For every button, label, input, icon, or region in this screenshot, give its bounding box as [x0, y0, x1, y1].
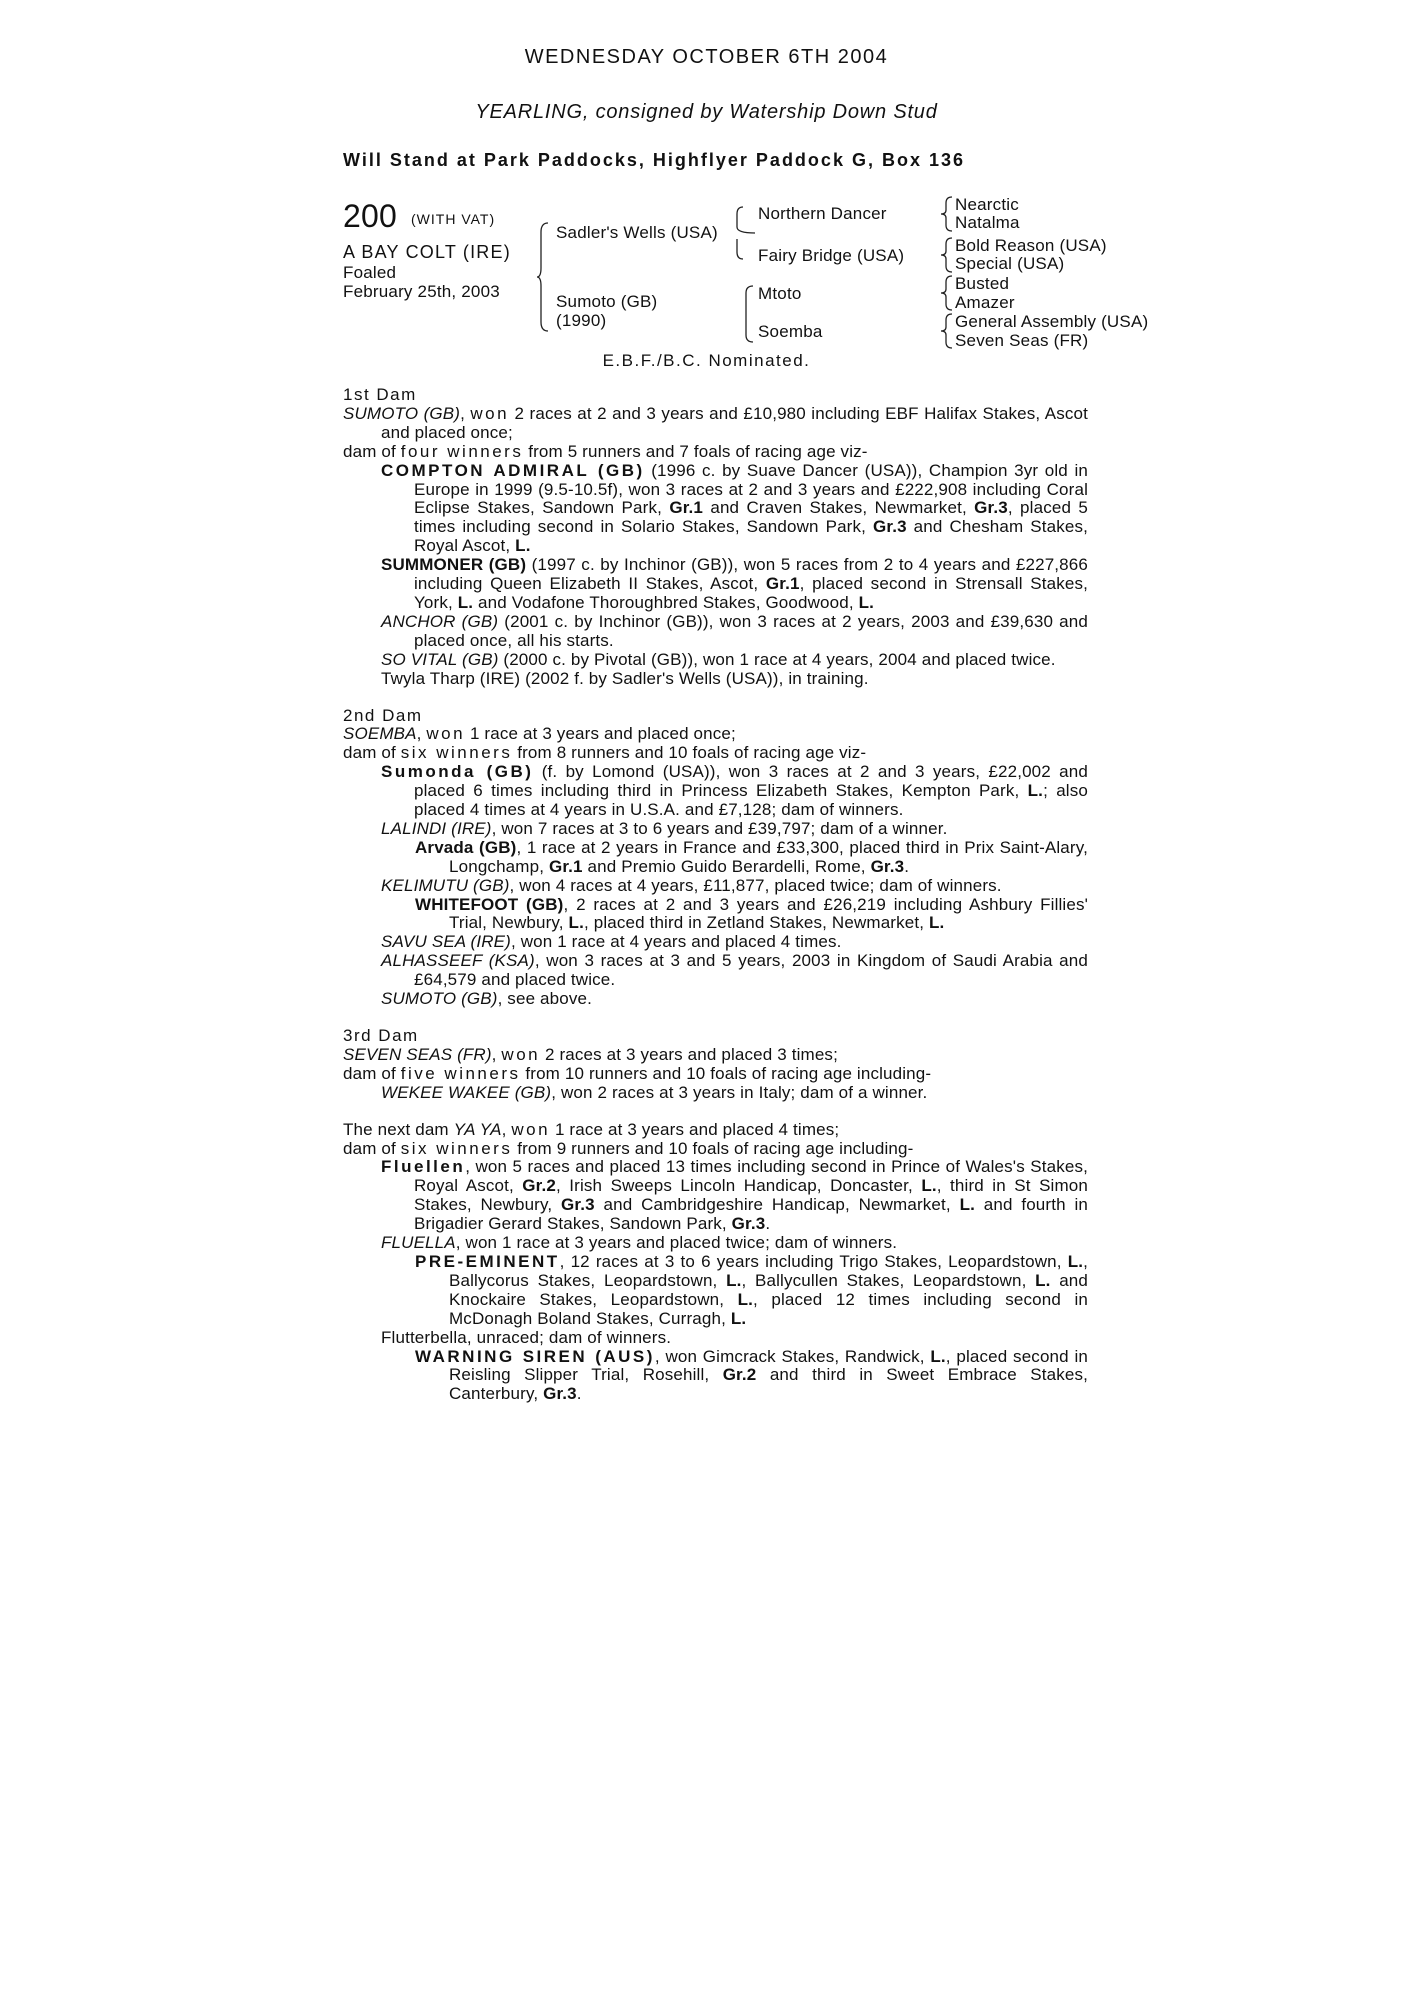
text: and Knockaire Stakes, Leopardstown,	[449, 1270, 1089, 1309]
horse-name: WEKEE WAKEE (GB)	[381, 1082, 552, 1102]
horse-name: FLUELLA	[381, 1233, 456, 1253]
text: (1997 c. by Inchinor (GB)), won 5 races from 2 to 4 years and £227,866 including Queen Elizabeth II Stakes, Ascot,	[414, 555, 1088, 594]
produce-summary	[343, 443, 1088, 462]
text: , won 1 race at 4 years and placed 4 times.	[510, 932, 842, 952]
section-heading-2nd-dam: 2nd Dam	[343, 705, 423, 725]
grade: Gr.1	[548, 856, 583, 876]
text: , placed second in Strensall Stakes, York,	[414, 574, 1089, 612]
grade: L.	[515, 536, 531, 556]
text: and Premio Guido Berardelli, Rome,	[582, 856, 871, 876]
horse-name: Arvada (GB)	[415, 837, 517, 857]
produce-entry	[343, 952, 1088, 990]
text: , placed 5 times including second in Solario Stakes, Sandown Park,	[414, 498, 1088, 537]
sale-date: WEDNESDAY OCTOBER 6TH 2004	[524, 46, 889, 68]
text: .	[904, 856, 910, 876]
pedigree-g4: Special (USA)	[955, 254, 1065, 273]
grade: L.	[928, 913, 945, 933]
winners-count: four winners	[400, 441, 524, 461]
pedigree-sire-sire: Northern Dancer	[758, 204, 887, 223]
grade: L.	[726, 1270, 742, 1290]
grade: Gr.3	[873, 517, 907, 537]
produce-entry: Twyla Tharp (IRE) (2002 f. by Sadler's Wells (USA)), in training.	[381, 668, 869, 688]
text: and Cambridgeshire Handicap, Newmarket,	[594, 1195, 960, 1215]
horse-name: YA YA	[453, 1119, 502, 1139]
consignor-line: YEARLING, consigned by Watership Down Stud	[475, 101, 938, 123]
text: , see above.	[497, 989, 592, 1009]
pedigree-sire: Sadler's Wells (USA)	[556, 223, 718, 242]
horse-name: ALHASSEEF (KSA)	[381, 951, 535, 971]
text: , won 2 races at 3 years in Italy; dam of a winner.	[551, 1082, 928, 1102]
text: dam of	[343, 441, 401, 461]
text: and Craven Stakes, Newmarket,	[703, 498, 975, 518]
text: (2000 c. by Pivotal (GB)), won 1 race at 4 years, 2004 and placed twice.	[498, 649, 1056, 669]
next-dam-record: The next dam YA YA, won 1 race at 3 years and placed 4 times;	[343, 1119, 840, 1139]
pedigree-dam: Sumoto (GB)	[556, 292, 658, 311]
pedigree-brace-g1	[940, 195, 954, 233]
text: and Vodafone Thoroughbred Stakes, Goodwood,	[473, 592, 859, 612]
winners-count: five winners	[400, 1063, 521, 1083]
grand-produce-entry	[343, 1253, 1088, 1329]
produce-entry	[343, 877, 1088, 896]
grade: Gr.3	[543, 1384, 577, 1404]
pedigree-brace-g2	[940, 236, 954, 274]
dam-record: SOEMBA, won 1 race at 3 years and placed once;	[343, 724, 736, 744]
grade: Gr.3	[561, 1195, 595, 1215]
produce-entry	[343, 933, 1088, 952]
text: and fourth in Brigadier Gerard Stakes, Sandown Park,	[414, 1195, 1089, 1234]
pedigree-dam-dam: Soemba	[758, 322, 823, 341]
text: , placed second in Reisling Slipper Trial, Rosehill,	[449, 1346, 1088, 1385]
text: from 9 runners and 10 foals of racing age including-	[512, 1138, 914, 1158]
pedigree-g7: General Assembly (USA)	[955, 312, 1149, 331]
text: dam of	[343, 743, 401, 763]
lot-number: 200	[343, 198, 397, 234]
grade: L.	[737, 1289, 754, 1309]
won-word: won	[501, 1044, 541, 1064]
horse-name: WHITEFOOT (GB)	[415, 894, 564, 914]
pedigree-g5: Busted	[955, 274, 1010, 293]
text: The next dam	[343, 1119, 454, 1139]
grade: L.	[1035, 1270, 1051, 1290]
grade: Gr.1	[765, 574, 800, 594]
horse-name: Sumonda (GB)	[381, 762, 534, 782]
won-word: won	[470, 403, 510, 423]
pedigree-g2: Natalma	[955, 213, 1020, 232]
produce-entry	[343, 820, 1088, 839]
pedigree-dam-sire: Mtoto	[758, 284, 802, 303]
dam-record: SUMOTO (GB), won 2 races at 2 and 3 years and £10,980 including EBF Halifax Stakes, Ascot and placed once;	[343, 403, 1089, 442]
pedigree-brace-main	[536, 222, 550, 332]
text: , won Gimcrack Stakes, Randwick,	[654, 1346, 931, 1366]
horse-name: ANCHOR (GB)	[381, 611, 499, 631]
text: , won 4 races at 4 years, £11,877, placed twice; dam of winners.	[509, 875, 1002, 895]
horse-name: COMPTON ADMIRAL (GB)	[381, 460, 645, 480]
horse-name: SEVEN SEAS (FR)	[343, 1044, 492, 1064]
text: , 12 races at 3 to 6 years including Trigo Stakes, Leopardstown,	[559, 1251, 1068, 1271]
text: , third in St Simon Stakes, Newbury,	[414, 1176, 1088, 1215]
text: from 5 runners and 7 foals of racing age viz-	[523, 441, 868, 461]
grade: L.	[1067, 1251, 1084, 1271]
horse-name: SOEMBA	[343, 724, 417, 744]
grade: Gr.3	[870, 856, 905, 876]
text: , won 5 races and placed 13 times including second in Prince of Wales's Stakes, Royal Ascot,	[414, 1157, 1088, 1196]
lot-description: A BAY COLT (IRE)	[343, 242, 511, 262]
grade: Gr.3	[731, 1214, 766, 1234]
text: .	[576, 1384, 582, 1404]
produce-summary	[343, 1140, 1088, 1159]
grade: L.	[858, 592, 875, 612]
grand-produce-entry	[343, 896, 1088, 934]
horse-name: Fluellen	[381, 1157, 466, 1177]
horse-name: SO VITAL (GB)	[381, 649, 499, 669]
horse-name: SUMOTO (GB)	[381, 989, 498, 1009]
text: (1996 c. by Suave Dancer (USA)), Champion 3yr old in Europe in 1999 (9.5-10.5f), won 3 races at 2 and 3 years and £222,908 including Coral Eclipse Stakes, Sandown Park,	[414, 460, 1088, 518]
grade: L.	[457, 592, 474, 612]
text: dam of	[343, 1138, 401, 1158]
text: and third in Sweet Embrace Stakes, Canterbury,	[449, 1365, 1088, 1404]
text: , 1 race at 2 years in France and £33,300, placed third in Prix Saint-Alary, Longchamp,	[449, 837, 1088, 876]
text: , won 1 race at 3 years and placed twice; dam of winners.	[455, 1233, 898, 1253]
nomination-note: E.B.F./B.C. Nominated.	[602, 351, 811, 370]
pedigree-brace-dam	[741, 284, 755, 344]
text: .	[765, 1214, 771, 1234]
text: ; also placed 4 times at 4 years in U.S.A. and £7,128; dam of winners.	[414, 781, 1088, 820]
grand-produce-entry	[343, 1348, 1088, 1405]
produce-entry: Flutterbella, unraced; dam of winners.	[381, 1327, 672, 1347]
text: , won 7 races at 3 to 6 years and £39,797; dam of a winner.	[491, 818, 948, 838]
stand-location: Will Stand at Park Paddocks, Highflyer Paddock G, Box 136	[343, 150, 965, 170]
text: (2001 c. by Inchinor (GB)), won 3 races at 2 years, 2003 and £39,630 and placed once, all his starts.	[414, 611, 1088, 650]
text: (f. by Lomond (USA)), won 3 races at 2 and 3 years, £22,002 and placed 6 times including third in Princess Elizabeth Stakes, Kempton Park,	[414, 762, 1088, 801]
text: , Ballycorus Stakes, Leopardstown,	[449, 1251, 1088, 1290]
text: from 8 runners and 10 foals of racing age viz-	[512, 743, 867, 763]
produce-entry	[343, 651, 1088, 670]
pedigree-sire-dam: Fairy Bridge (USA)	[758, 246, 905, 265]
text: from 10 runners and 10 foals of racing age including-	[520, 1063, 932, 1083]
produce-entry	[343, 763, 1088, 820]
produce-entry	[343, 462, 1088, 557]
grade: L.	[930, 1346, 946, 1366]
horse-name: SUMOTO (GB)	[343, 403, 461, 423]
grade: L.	[959, 1195, 975, 1215]
text: , 2 races at 2 and 3 years and £26,219 including Ashbury Fillies' Trial, Newbury,	[449, 894, 1089, 933]
pedigree-brace-g3	[940, 274, 954, 312]
produce-summary	[343, 1065, 1088, 1084]
pedigree-g6: Amazer	[955, 293, 1015, 312]
produce-entry	[343, 1084, 1088, 1103]
grade: L.	[730, 1308, 747, 1328]
text: 1 race at 3 years and placed once;	[465, 724, 736, 744]
horse-name: LALINDI (IRE)	[381, 818, 492, 838]
produce-entry	[343, 1158, 1088, 1234]
text: , placed 12 times including second in McDonagh Boland Stakes, Curragh,	[449, 1289, 1089, 1328]
text: , placed third in Zetland Stakes, Newmarket,	[583, 913, 929, 933]
foaled-date: February 25th, 2003	[343, 282, 500, 301]
winners-count: six winners	[400, 1138, 513, 1158]
pedigree-g3: Bold Reason (USA)	[955, 236, 1107, 255]
pedigree-brace-sire-point	[733, 222, 747, 246]
grade: Gr.2	[722, 1365, 757, 1385]
winners-count: six winners	[400, 743, 513, 763]
text: , won 3 races at 3 and 5 years, 2003 in Kingdom of Saudi Arabia and £64,579 and placed twice.	[414, 951, 1088, 990]
section-heading-3rd-dam: 3rd Dam	[343, 1026, 419, 1045]
horse-name: SUMMONER (GB)	[381, 555, 527, 575]
horse-name: WARNING SIREN (AUS)	[415, 1346, 655, 1366]
grade: Gr.2	[522, 1176, 556, 1196]
grade: L.	[921, 1176, 937, 1196]
won-word: won	[426, 724, 466, 744]
vat-note: (WITH VAT)	[411, 211, 496, 227]
horse-name: KELIMUTU (GB)	[381, 875, 510, 895]
produce-entry	[343, 613, 1088, 651]
text: , Ballycullen Stakes, Leopardstown,	[741, 1270, 1036, 1290]
pedigree-g1: Nearctic	[955, 195, 1019, 214]
pedigree-notes	[343, 386, 1088, 1404]
grade: L.	[568, 913, 584, 933]
dam-record-text: 2 races at 2 and 3 years and £10,980 including EBF Halifax Stakes, Ascot and placed once;	[381, 403, 1089, 442]
dam-record: SEVEN SEAS (FR), won 2 races at 3 years and placed 3 times;	[343, 1044, 838, 1064]
text: 1 race at 3 years and placed 4 times;	[550, 1119, 840, 1139]
text: and Chesham Stakes, Royal Ascot,	[414, 517, 1088, 556]
grade: Gr.3	[974, 498, 1008, 518]
grade: L.	[1027, 781, 1044, 801]
produce-summary	[343, 744, 1088, 763]
pedigree-g8: Seven Seas (FR)	[955, 331, 1089, 350]
horse-name: PRE-EMINENT	[415, 1251, 560, 1271]
produce-entry	[343, 1234, 1088, 1253]
pedigree-dam-year: (1990)	[556, 311, 607, 330]
horse-name: SAVU SEA (IRE)	[381, 932, 511, 952]
text: , Irish Sweeps Lincoln Handicap, Doncaster,	[555, 1176, 922, 1196]
text: dam of	[343, 1063, 401, 1083]
grand-produce-entry	[343, 839, 1088, 877]
foaled-label: Foaled	[343, 263, 397, 282]
grade: Gr.1	[669, 498, 704, 518]
won-word: won	[511, 1119, 551, 1139]
produce-entry	[343, 556, 1088, 613]
produce-entry	[343, 990, 1088, 1009]
text: 2 races at 3 years and placed 3 times;	[540, 1044, 838, 1064]
section-heading-1st-dam: 1st Dam	[343, 385, 417, 404]
pedigree-brace-g4	[940, 312, 954, 350]
